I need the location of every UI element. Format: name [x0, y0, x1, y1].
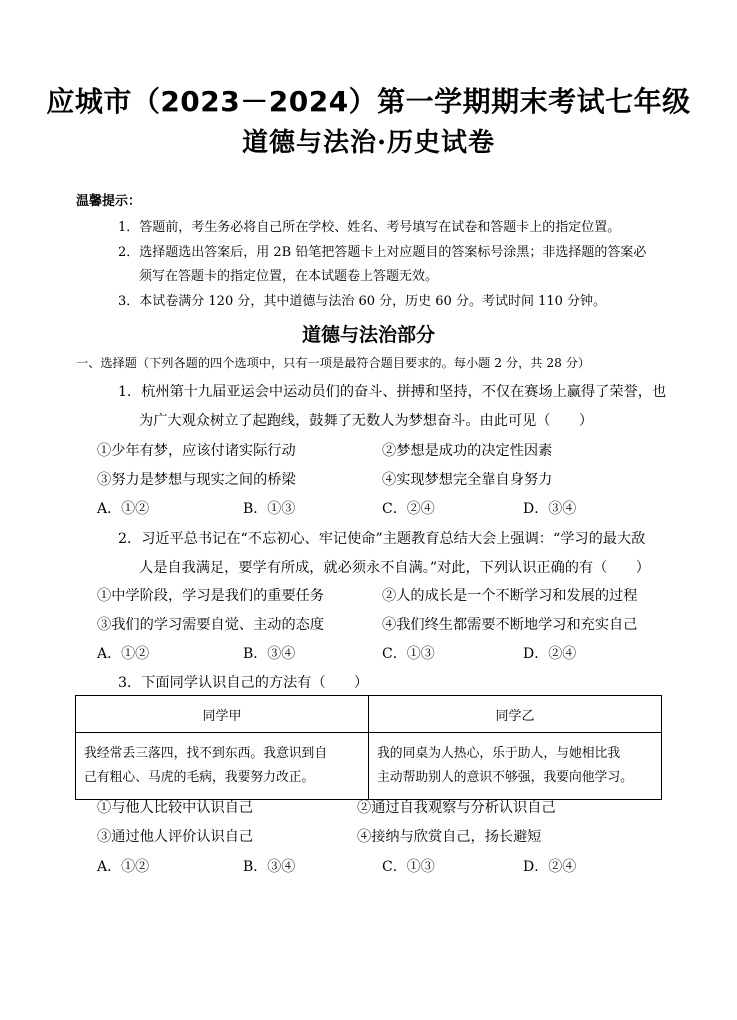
- option-item: ①少年有梦，应该付诸实际行动: [97, 443, 296, 459]
- answer-choice-b[interactable]: B．③④: [243, 859, 296, 875]
- option-item: ③通过他人评价认识自己: [97, 829, 254, 845]
- tip-item: 1．答题前，考生务必将自己所在学校、姓名、考号填写在试卷和答题卡上的指定位置。: [118, 220, 621, 235]
- question-2-stem: 2．习近平总书记在“不忘初心、牢记使命”主题教育总结大会上强调：“学习的最大敌: [118, 531, 646, 547]
- table-cell-student-b: [369, 733, 662, 800]
- section-title: 道德与法治部分: [301, 324, 435, 346]
- option-item: ④我们终生都需要不断地学习和充实自己: [382, 617, 638, 633]
- option-item: ③努力是梦想与现实之间的桥梁: [97, 472, 296, 488]
- option-item: ①中学阶段，学习是我们的重要任务: [97, 588, 325, 604]
- tip-item: 3．本试卷满分 120 分，其中道德与法治 60 分，历史 60 分。考试时间 110 分钟。: [118, 294, 607, 309]
- table-cell-line: 我经常丢三落四，找不到东西。我意识到自: [84, 746, 328, 761]
- option-item: ②人的成长是一个不断学习和发展的过程: [382, 588, 638, 604]
- option-item: ④实现梦想完全靠自身努力: [382, 472, 553, 488]
- option-item: ②通过自我观察与分析认识自己: [357, 800, 556, 816]
- table-header-student-b: 同学乙: [369, 696, 662, 733]
- answer-choice-c[interactable]: C．②④: [382, 501, 435, 517]
- table-cell-line: 我的同桌为人热心，乐于助人，与她相比我: [377, 746, 621, 761]
- answer-choice-d[interactable]: D．②④: [523, 646, 577, 662]
- tip-item: 2．选择题选出答案后，用 2B 铅笔把答题卡上对应题目的答案标号涂黑；非选择题的答案必: [118, 245, 647, 260]
- table-cell-student-a: [76, 733, 369, 800]
- question-2-stem: 人是自我满足，要学有所成，就必须永不自满。”对此，下列认识正确的有（ ）: [139, 560, 650, 576]
- option-item: ①与他人比较中认识自己: [97, 800, 254, 816]
- answer-choice-a[interactable]: A．①②: [97, 859, 150, 875]
- table-cell-line: 己有粗心、马虎的毛病，我要努力改正。: [84, 770, 315, 785]
- question-3-stem: 3．下面同学认识自己的方法有（ ）: [118, 675, 369, 691]
- answer-choice-a[interactable]: A．①②: [97, 501, 150, 517]
- option-item: ②梦想是成功的决定性因素: [382, 443, 553, 459]
- answer-choice-c[interactable]: C．①③: [382, 646, 435, 662]
- answer-choice-d[interactable]: D．③④: [523, 501, 577, 517]
- answer-choice-d[interactable]: D．②④: [523, 859, 577, 875]
- exam-title: 应城市（2023－2024）第一学期期末考试七年级: [46, 85, 691, 118]
- option-item: ④接纳与欣赏自己，扬长避短: [357, 829, 542, 845]
- answer-choice-c[interactable]: C．①③: [382, 859, 435, 875]
- exam-subtitle: 道德与法治·历史试卷: [241, 128, 496, 158]
- answer-choice-a[interactable]: A．①②: [97, 646, 150, 662]
- tips-heading: 温馨提示：: [76, 194, 142, 209]
- question-3-table: [75, 695, 662, 800]
- question-1-stem: 1．杭州第十九届亚运会中运动员们的奋斗、拼搏和坚持，不仅在赛场上赢得了荣誉，也: [118, 384, 667, 400]
- answer-choice-b[interactable]: B．③④: [243, 646, 296, 662]
- table-header-student-a: 同学甲: [76, 696, 369, 733]
- part-heading: 一、选择题（下列各题的四个选项中，只有一项是最符合题目要求的。每小题 2 分，共 28 分）: [76, 356, 591, 370]
- tip-item: 须写在答题卡的指定位置，在本试题卷上答题无效。: [139, 269, 439, 284]
- answer-choice-b[interactable]: B．①③: [243, 501, 296, 517]
- table-cell-line: 主动帮助别人的意识不够强，我要向他学习。: [377, 770, 633, 785]
- question-1-stem: 为广大观众树立了起跑线，鼓舞了无数人为梦想奋斗。由此可见（ ）: [139, 413, 594, 429]
- option-item: ③我们的学习需要自觉、主动的态度: [97, 617, 325, 633]
